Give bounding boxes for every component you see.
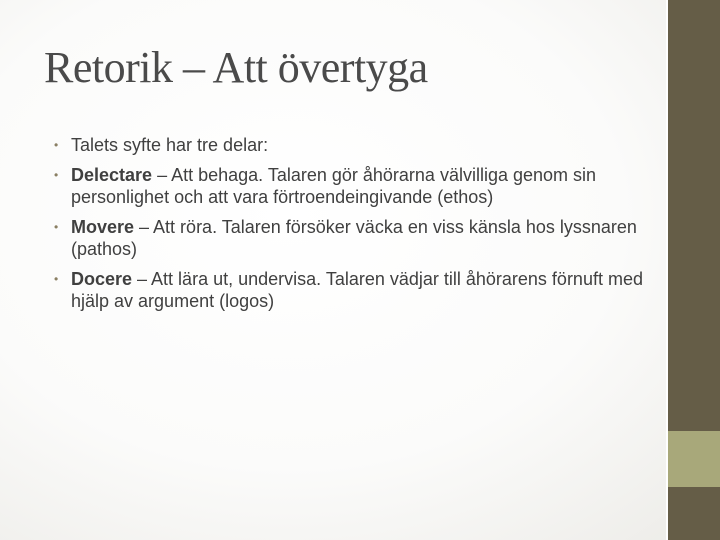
- bullet-term: Docere: [71, 269, 133, 289]
- bullet-item-intro: [54, 134, 654, 156]
- bullet-item-docere: [54, 268, 654, 312]
- slide-title: Retorik – Att övertyga: [44, 43, 428, 92]
- bullet-term: Movere: [71, 217, 135, 237]
- bullet-item-movere: [54, 216, 654, 260]
- bullet-text: Talets syfte har tre delar:: [71, 135, 269, 155]
- bullet-text: – Att röra. Talaren försöker väcka en viss känsla hos lyssnaren (pathos): [71, 217, 637, 259]
- bullet-term: Delectare: [71, 165, 153, 185]
- bullet-list: [54, 134, 654, 320]
- bullet-item-delectare: [54, 164, 654, 208]
- bullet-icon: •: [54, 138, 59, 152]
- sidebar-accent-block: [668, 431, 720, 487]
- bullet-icon: •: [54, 220, 59, 234]
- bullet-icon: •: [54, 272, 59, 286]
- bullet-text: – Att lära ut, undervisa. Talaren vädjar till åhörarens förnuft med hjälp av argument (logos): [71, 269, 643, 311]
- bullet-text: – Att behaga. Talaren gör åhörarna välvilliga genom sin personlighet och att vara förtroendeingivande (ethos): [71, 165, 597, 207]
- bullet-icon: •: [54, 168, 59, 182]
